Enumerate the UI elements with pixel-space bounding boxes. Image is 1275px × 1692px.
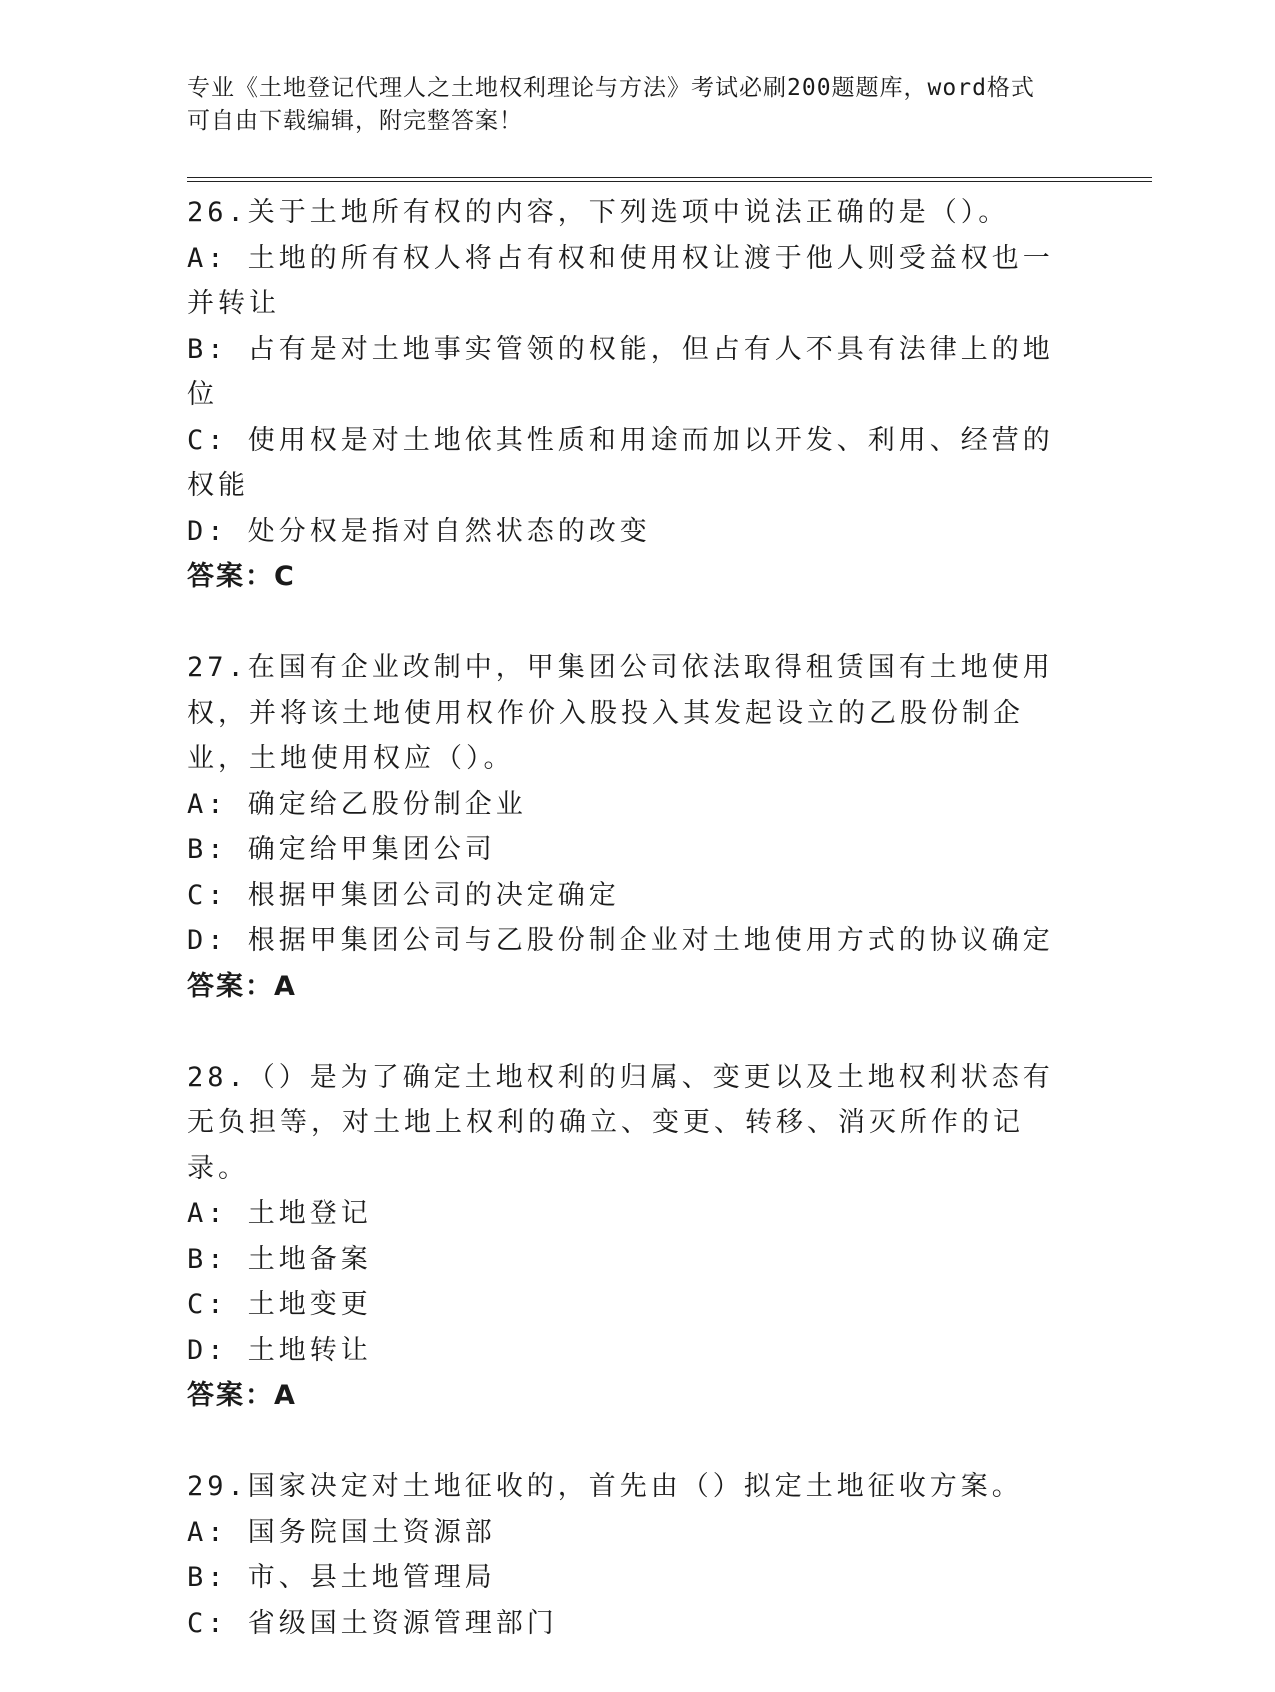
option-a: A: 确定给乙股份制企业: [187, 788, 527, 820]
option-c: C: 根据甲集团公司的决定确定: [187, 879, 620, 911]
option-b: B: 确定给甲集团公司: [187, 834, 496, 865]
option-b: B: 市、县土地管理局: [187, 1562, 496, 1593]
question-stem: 28.（）是为了确定土地权利的归属、变更以及土地权利状态有无负担等，对土地上权利的确立、变更、转移、消灭所作的记录。: [187, 1061, 1054, 1184]
option-d: D: 根据甲集团公司与乙股份制企业对土地使用方式的协议确定: [187, 925, 1054, 956]
question-29: [187, 1464, 1077, 1646]
header-double-rule: [187, 177, 1152, 182]
answer: 答案：A: [187, 970, 297, 1002]
option-b: B: 土地备案: [187, 1243, 372, 1275]
option-b: B: 占有是对土地事实管领的权能，但占有人不具有法律上的地位: [187, 333, 1054, 410]
question-28: [187, 1055, 1077, 1419]
option-d: D: 土地转让: [187, 1334, 372, 1366]
option-c: C: 使用权是对土地依其性质和用途而加以开发、利用、经营的权能: [187, 424, 1054, 501]
question-stem: 27.在国有企业改制中，甲集团公司依法取得租赁国有土地使用权，并将该土地使用权作价入股投入其发起设立的乙股份制企业，土地使用权应（）。: [187, 652, 1054, 774]
option-a: A: 国务院国土资源部: [187, 1516, 496, 1548]
header-line-2: 可自由下载编辑，附完整答案！: [187, 108, 523, 134]
question-stem: 26.关于土地所有权的内容，下列选项中说法正确的是（）。: [187, 197, 1010, 228]
question-27: [187, 645, 1077, 1009]
question-list: [187, 190, 1077, 1692]
answer: 答案：A: [187, 1380, 297, 1411]
answer: 答案：C: [187, 561, 296, 592]
option-d: D: 处分权是指对自然状态的改变: [187, 515, 651, 547]
option-c: C: 省级国土资源管理部门: [187, 1607, 558, 1639]
question-stem: 29.国家决定对土地征收的，首先由（）拟定土地征收方案。: [187, 1471, 1023, 1502]
question-26: [187, 190, 1077, 600]
option-c: C: 土地变更: [187, 1289, 372, 1320]
option-a: A: 土地登记: [187, 1198, 372, 1229]
option-a: A: 土地的所有权人将占有权和使用权让渡于他人则受益权也一并转让: [187, 242, 1054, 319]
document-header: [187, 72, 1067, 138]
header-line-1: 专业《土地登记代理人之土地权利理论与方法》考试必刷200题题库，word格式: [187, 75, 1035, 101]
